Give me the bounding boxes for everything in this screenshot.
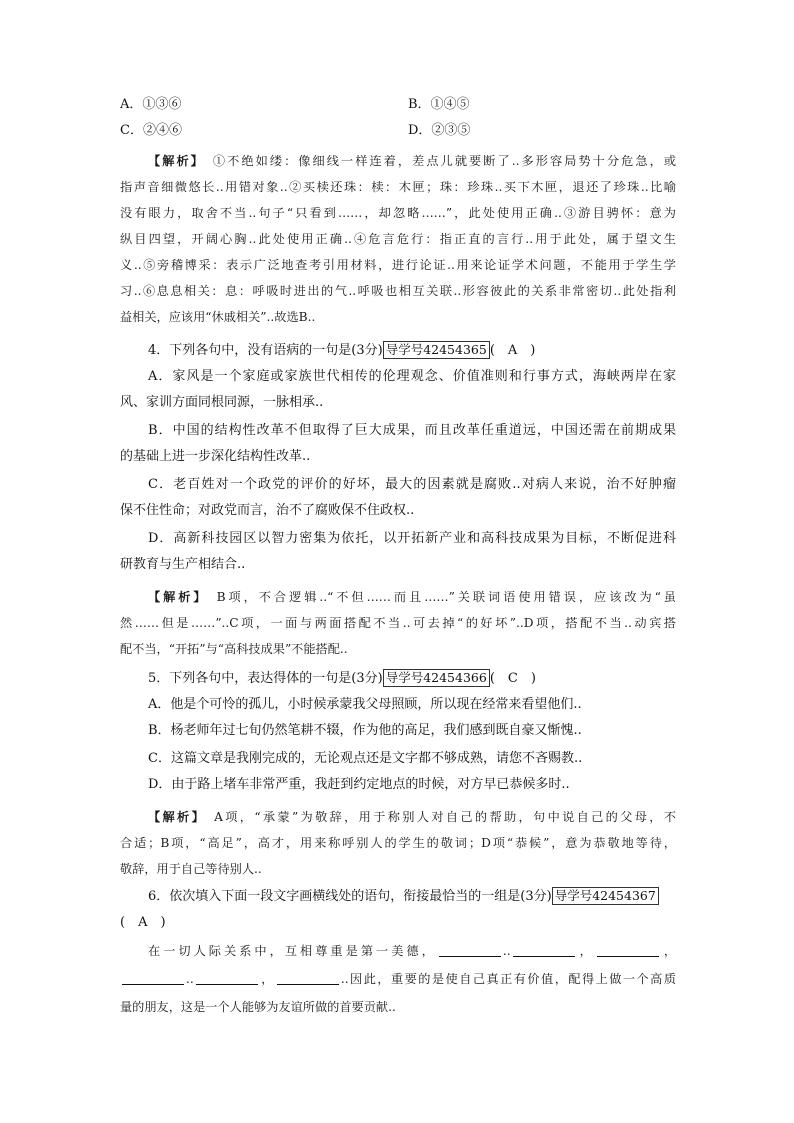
analysis-tag: 【解析】 bbox=[148, 154, 205, 168]
q3-option-b: B．①④⑤ bbox=[408, 97, 470, 112]
q4-code-box: 导学号42454365 bbox=[383, 341, 490, 359]
fill-blank[interactable] bbox=[277, 970, 339, 985]
q3-analysis-line: 益相关，应该用“休戚相关”..故选B.. bbox=[120, 310, 316, 324]
q5-option: A．他是个可怜的孤儿，小时候承蒙我父母照顾，所以现在经常来看望他们.. bbox=[148, 697, 582, 712]
q5-analysis-line: 【解析】 A项，“承蒙”为敬辞，用于称别人对自己的帮助，句中说自己的父母，不 bbox=[148, 810, 676, 824]
q4-stem: 4．下列各句中，没有语病的一句是(3分) 导学号42454365 ( A ) bbox=[148, 342, 536, 358]
q6-stem: 6．依次填入下面一段文字画横线处的语句，衔接最恰当的一组是(3分) 导学号42454367 bbox=[148, 884, 676, 910]
fill-blank[interactable] bbox=[597, 942, 659, 957]
q5-option: B．杨老师年过七旬仍然笔耕不辍，作为他的高足，我们感到既自豪又惭愧.. bbox=[148, 723, 582, 738]
q4-option-line: 研教育与生产相结合.. bbox=[120, 557, 246, 572]
q4-option-line: 的基础上进一步深化结构性改革.. bbox=[120, 449, 311, 464]
q4-option-line: A．家风是一个家庭或家族世代相传的伦理观念、价值准则和行事方式，海峡两岸在家 bbox=[148, 369, 676, 384]
fill-blank[interactable] bbox=[513, 942, 575, 957]
q3-options-row-1 bbox=[120, 92, 676, 118]
q3-options-row-2 bbox=[120, 118, 676, 144]
q5-code-box: 导学号42454366 bbox=[383, 669, 490, 687]
q4-analysis-line: 然……但是……”..C项，一面与两面搭配不当..可去掉“的好坏”..D项，搭配不当..动宾搭 bbox=[120, 616, 676, 630]
q4-option-line: C．老百姓对一个政党的评价的好坏，最大的因素就是腐败..对病人来说，治不好肿瘤 bbox=[148, 477, 676, 492]
q6-passage-line: 量的朋友，这是一个人能够为友谊所做的首要贡献.. bbox=[120, 1000, 396, 1014]
q3-option-c: C．②④⑥ bbox=[120, 123, 182, 138]
analysis-tag: 【解析】 bbox=[148, 590, 209, 604]
q4-option-line: B．中国的结构性改革不但取得了巨大成果，而且改革任重道远，中国还需在前期成果 bbox=[148, 423, 676, 438]
q6-passage-line: 在一切人际关系中，互相尊重是第一美德， .. ， ， bbox=[148, 944, 677, 958]
fill-blank[interactable] bbox=[122, 970, 184, 985]
q5-option: D．由于路上堵车非常严重，我赶到约定地点的时候，对方早已恭候多时.. bbox=[148, 777, 570, 792]
q5-answer: ( C ) bbox=[489, 671, 536, 686]
q5-option: C．这篇文章是我刚完成的，无论观点还是文字都不够成熟，请您不吝赐教.. bbox=[148, 751, 583, 766]
q4-analysis-line: 配不当，“开拓”与“高科技成果”不能搭配.. bbox=[120, 642, 348, 656]
q3-analysis-line: 义..⑤旁稽博采：表示广泛地查考引用材料，进行论证..用来论证学术问题，不能用于学生学 bbox=[120, 258, 676, 272]
q3-analysis-line: 指声音细微悠长..用错对象..②买椟还珠：椟：木匣；珠：珍珠..买下木匣，退还了珍珠..比喻 bbox=[120, 180, 676, 194]
q5-stem: 5．下列各句中，表达得体的一句是(3分) 导学号42454366 ( C ) bbox=[148, 670, 536, 686]
q3-option-d: D．②③⑤ bbox=[408, 123, 471, 138]
analysis-tag: 【解析】 bbox=[148, 810, 207, 824]
q6-code-box: 导学号42454367 bbox=[552, 887, 659, 905]
fill-blank[interactable] bbox=[196, 970, 258, 985]
fill-blank[interactable] bbox=[439, 942, 501, 957]
q4-answer: ( A ) bbox=[489, 343, 536, 358]
q3-analysis-line: 纵目四望，开阔心胸..此处使用正确..④危言危行：指正直的言行..用于此处，属于望文生 bbox=[120, 232, 676, 246]
q4-option-line: D．高新科技园区以智力密集为依托，以开拓新产业和高科技成果为目标，不断促进科 bbox=[148, 531, 676, 546]
q4-option-line: 风、家训方面同根同源，一脉相承.. bbox=[120, 395, 324, 410]
q5-analysis-line: 敬辞，用于自己等待别人.. bbox=[120, 862, 262, 876]
q6-answer: ( A ) bbox=[120, 915, 166, 930]
q3-analysis-line: 【解析】 ①不绝如缕：像细线一样连着，差点儿就要断了..多形容局势十分危急，或 bbox=[148, 154, 677, 168]
q3-option-a: A．①③⑥ bbox=[120, 97, 182, 112]
q5-analysis-line: 合适；B项，“高足”，高才，用来称呼别人的学生的敬词；D项“恭候”，意为恭敬地等待， bbox=[120, 836, 676, 850]
q3-analysis-line: 没有眼力，取舍不当..句子“只看到……，却忽略……”，此处使用正确..③游目骋怀：意为 bbox=[120, 206, 676, 220]
q4-analysis-line: 【解析】 B项，不合逻辑..“不但……而且……”关联词语使用错误，应该改为“虽 bbox=[148, 590, 676, 604]
q3-analysis-line: 习..⑥息息相关：息：呼吸时进出的气..呼吸也相互关联..形容彼此的关系非常密切..此处指利 bbox=[120, 284, 676, 298]
q6-passage-line: .. ， ..因此，重要的是使自己真正有价值，配得上做一个高质 bbox=[120, 966, 676, 992]
q4-option-line: 保不住性命；对政党而言，治不了腐败保不住政权.. bbox=[120, 503, 415, 518]
